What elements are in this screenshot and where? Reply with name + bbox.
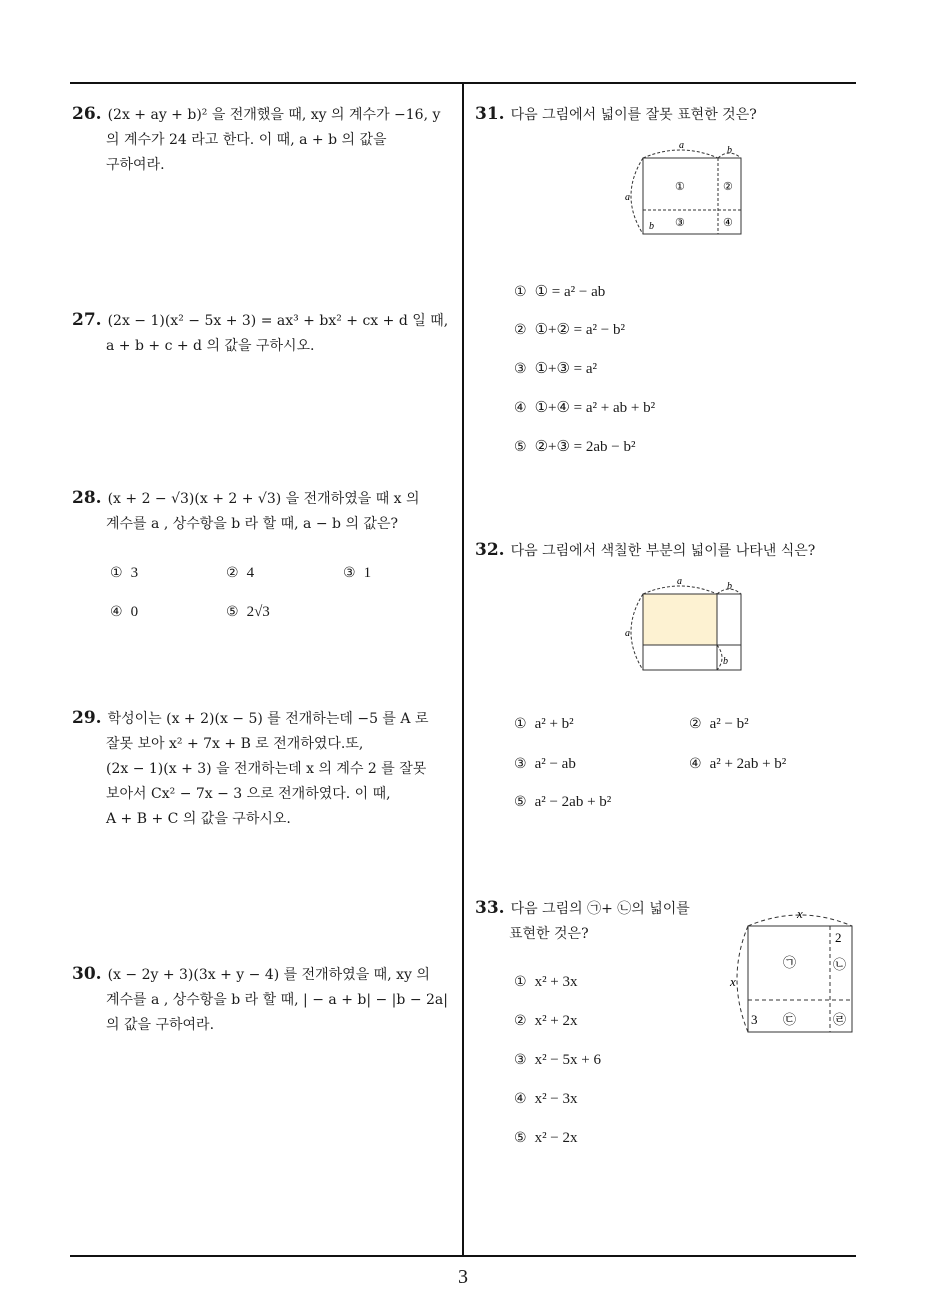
- question-29: [72, 706, 457, 832]
- question-32: [475, 538, 855, 564]
- q32-choice-2[interactable]: [689, 716, 749, 733]
- q33-choice-3[interactable]: [514, 1052, 601, 1069]
- question-number: 27.: [72, 310, 102, 330]
- choice-number: ⑤: [514, 794, 527, 810]
- region-1-label: ㉠: [783, 955, 797, 970]
- question-number: 26.: [72, 104, 102, 124]
- question-26-line-1: [72, 102, 457, 128]
- choice-text: x² − 3x: [534, 1091, 578, 1107]
- brace-top-a: [643, 586, 717, 594]
- choice-text: 4: [246, 565, 255, 581]
- q28-choice-4[interactable]: [110, 604, 138, 621]
- question-28-line-1: [72, 486, 457, 512]
- choice-number: ③: [514, 361, 527, 377]
- question-number: 32.: [475, 540, 505, 560]
- choice-number: ⑤: [226, 604, 239, 620]
- choice-number: ④: [689, 756, 702, 772]
- footer-rule: [70, 1255, 856, 1257]
- label-side-b: b: [649, 221, 654, 232]
- brace-side-x: [737, 926, 748, 1032]
- question-33-line-1: [475, 896, 725, 922]
- question-text: 학성이는 (x + 2)(x − 5) 를 전개하는데 −5 를 A 로: [107, 711, 429, 727]
- q33-area-figure: [724, 904, 860, 1038]
- q32-choice-4[interactable]: [689, 756, 786, 773]
- question-26: [72, 102, 457, 178]
- choice-number: ①: [514, 716, 527, 732]
- q33-choice-2[interactable]: [514, 1013, 578, 1030]
- label-three: 3: [751, 1012, 758, 1027]
- question-number: 33.: [475, 898, 505, 918]
- region-2-label: ㉡: [833, 957, 847, 972]
- q28-choice-3[interactable]: [343, 565, 371, 582]
- question-text: 다음 그림의 ㉠+ ㉡의 넓이를: [510, 901, 690, 917]
- question-number: 28.: [72, 488, 102, 508]
- question-text: 다음 그림에서 색칠한 부분의 넓이를 나타낸 식은?: [510, 543, 816, 559]
- question-28-line-2: 계수를 a , 상수항을 b 라 할 때, a − b 의 값은?: [106, 516, 398, 532]
- choice-text: ①+③ = a²: [534, 361, 598, 377]
- question-30-line-2: 계수를 a , 상수항을 b 라 할 때, | − a + b| − |b − 2a|: [106, 992, 448, 1008]
- choice-text: a² − 2ab + b²: [534, 794, 612, 810]
- q32-area-figure: [615, 574, 755, 674]
- column-divider: [462, 83, 464, 1256]
- choice-number: ①: [110, 565, 123, 581]
- choice-text: ①+④ = a² + ab + b²: [534, 400, 656, 416]
- choice-number: ④: [514, 1091, 527, 1107]
- question-29-line-4: 보아서 Cx² − 7x − 3 으로 전개하였다. 이 때,: [106, 786, 391, 802]
- label-top-x: x: [797, 906, 803, 921]
- choice-text: x² + 3x: [534, 974, 578, 990]
- question-text: (2x − 1)(x² − 5x + 3) = ax³ + bx² + cx + d 일 때,: [107, 313, 449, 329]
- choice-number: ③: [514, 1052, 527, 1068]
- question-29-line-5: A + B + C 의 값을 구하시오.: [106, 811, 291, 827]
- question-text: (x + 2 − √3)(x + 2 + √3) 을 전개하였을 때 x 의: [107, 491, 420, 507]
- choice-text: 0: [130, 604, 139, 620]
- question-26-line-3: 구하여라.: [106, 157, 165, 173]
- choice-text: 1: [363, 565, 372, 581]
- label-side-a: a: [625, 628, 630, 639]
- choice-number: ②: [226, 565, 239, 581]
- choice-number: ④: [514, 400, 527, 416]
- choice-text: a² + b²: [534, 716, 574, 732]
- q31-choice-3[interactable]: [514, 359, 597, 378]
- question-30-line-1: [72, 962, 457, 988]
- brace-side-a: [631, 158, 643, 234]
- q31-choice-5[interactable]: [514, 437, 636, 456]
- q33-choice-4[interactable]: [514, 1091, 578, 1108]
- region-4-label: ㉣: [833, 1012, 847, 1027]
- question-27-line-2: a + b + c + d 의 값을 구하시오.: [106, 338, 315, 354]
- question-27-line-1: [72, 308, 457, 334]
- choice-number: ①: [514, 974, 527, 990]
- choice-number: ⑤: [514, 439, 527, 455]
- choice-number: ③: [343, 565, 356, 581]
- choice-text: a² − b²: [709, 716, 749, 732]
- question-32-line-1: [475, 538, 855, 564]
- brace-side-a: [631, 594, 643, 670]
- question-number: 31.: [475, 104, 505, 124]
- label-side-b: b: [723, 656, 728, 667]
- question-30-line-3: 의 값을 구하여라.: [106, 1017, 215, 1033]
- choice-text: ②+③ = 2ab − b²: [534, 439, 636, 455]
- question-text: (x − 2y + 3)(3x + y − 4) 를 전개하였을 때, xy 의: [107, 967, 430, 983]
- question-number: 30.: [72, 964, 102, 984]
- question-27: [72, 308, 457, 359]
- label-top-b: b: [727, 145, 732, 156]
- q33-choice-1[interactable]: [514, 974, 578, 991]
- region-1-label: ①: [675, 181, 685, 193]
- choice-text: 3: [130, 565, 139, 581]
- question-30: [72, 962, 457, 1038]
- region-2-label: ②: [723, 181, 733, 193]
- question-31: [475, 102, 855, 128]
- question-33-line-2: 표현한 것은?: [509, 926, 589, 942]
- q28-choice-2[interactable]: [226, 565, 254, 582]
- question-31-line-1: [475, 102, 855, 128]
- choice-number: ④: [110, 604, 123, 620]
- choice-text: 2√3: [246, 604, 270, 620]
- choice-number: ①: [514, 284, 527, 300]
- choice-text: x² + 2x: [534, 1013, 578, 1029]
- label-top-a: a: [679, 140, 684, 151]
- question-text: (2x + ay + b)² 을 전개했을 때, xy 의 계수가 −16, y: [107, 107, 441, 123]
- label-side-x: x: [730, 974, 736, 989]
- q28-choice-5[interactable]: [226, 604, 270, 621]
- choice-number: ②: [689, 716, 702, 732]
- q28-choice-1[interactable]: [110, 565, 138, 582]
- brace-top-a: [643, 150, 718, 158]
- choice-text: a² − ab: [534, 756, 576, 772]
- question-33: [475, 896, 725, 947]
- question-28: [72, 486, 457, 537]
- region-3-label: ③: [675, 217, 685, 229]
- choice-text: x² − 2x: [534, 1130, 578, 1146]
- question-26-line-2: 의 계수가 24 라고 한다. 이 때, a + b 의 값을: [106, 132, 387, 148]
- region-3-label: ㉢: [783, 1012, 797, 1027]
- choice-number: ⑤: [514, 1130, 527, 1146]
- page-number: 3: [458, 1266, 468, 1288]
- q31-choice-4[interactable]: [514, 398, 655, 417]
- label-two: 2: [835, 930, 842, 945]
- question-text: 다음 그림에서 넓이를 잘못 표현한 것은?: [510, 107, 757, 123]
- choice-number: ②: [514, 1013, 527, 1029]
- q31-choice-2[interactable]: [514, 320, 625, 339]
- q31-area-figure: [615, 138, 755, 238]
- choice-text: a² + 2ab + b²: [709, 756, 787, 772]
- choice-text: ①+② = a² − b²: [534, 322, 625, 338]
- question-29-line-2: 잘못 보아 x² + 7x + B 로 전개하였다.또,: [106, 736, 364, 752]
- label-side-a: a: [625, 192, 630, 203]
- q32-choice-1[interactable]: [514, 716, 574, 733]
- q32-choice-3[interactable]: [514, 756, 576, 773]
- question-number: 29.: [72, 708, 102, 728]
- brace-side-b: [717, 645, 722, 670]
- shaded-region: [643, 594, 717, 645]
- label-top-b: b: [727, 581, 732, 592]
- question-29-line-1: [72, 706, 457, 732]
- choice-number: ③: [514, 756, 527, 772]
- choice-number: ②: [514, 322, 527, 338]
- region-4-label: ④: [723, 217, 733, 229]
- q32-choice-5[interactable]: [514, 794, 611, 811]
- label-top-a: a: [677, 576, 682, 587]
- question-29-line-3: (2x − 1)(x + 3) 을 전개하는데 x 의 계수 2 를 잘못: [106, 761, 427, 777]
- q31-choice-1[interactable]: [514, 282, 605, 301]
- choice-text: x² − 5x + 6: [534, 1052, 601, 1068]
- choice-text: ① = a² − ab: [534, 284, 606, 300]
- q33-choice-5[interactable]: [514, 1130, 578, 1147]
